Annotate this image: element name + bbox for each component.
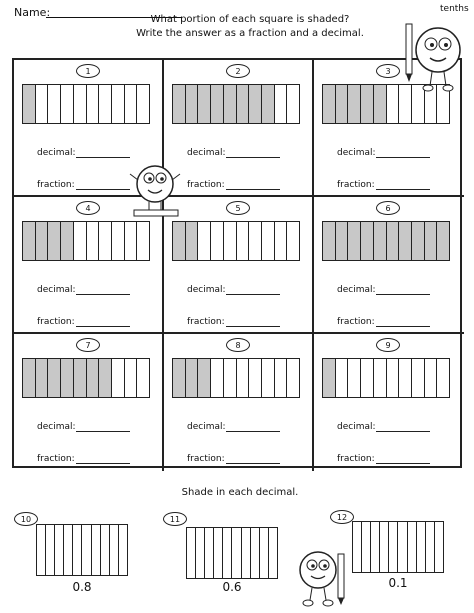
problem-cell bbox=[164, 334, 314, 471]
unshaded-tenth bbox=[437, 359, 449, 397]
shaded-tenth bbox=[361, 222, 374, 260]
fraction-label: fraction: bbox=[37, 180, 75, 190]
unshaded-tenth bbox=[287, 85, 299, 123]
unshaded-tenth bbox=[249, 222, 262, 260]
unshaded-tenth bbox=[425, 359, 438, 397]
tenths-strip bbox=[172, 221, 300, 261]
unshaded-tenth[interactable] bbox=[398, 522, 407, 572]
unshaded-tenth bbox=[412, 359, 425, 397]
unshaded-tenth[interactable] bbox=[408, 522, 417, 572]
shaded-tenth bbox=[23, 85, 36, 123]
unshaded-tenth[interactable] bbox=[110, 525, 119, 575]
fraction-answer-blank[interactable] bbox=[376, 326, 430, 327]
unshaded-tenth bbox=[275, 222, 288, 260]
fraction-answer-blank[interactable] bbox=[226, 463, 280, 464]
unshaded-tenth bbox=[262, 222, 275, 260]
decimal-answer-blank[interactable] bbox=[226, 157, 280, 158]
unshaded-tenth[interactable] bbox=[187, 528, 196, 578]
decimal-answer-blank[interactable] bbox=[76, 157, 130, 158]
unshaded-tenth[interactable] bbox=[92, 525, 101, 575]
unshaded-tenth[interactable] bbox=[417, 522, 426, 572]
tenths-strip bbox=[322, 358, 450, 398]
unshaded-tenth bbox=[112, 222, 125, 260]
decimal-target-value: 0.6 bbox=[222, 580, 242, 594]
unshaded-tenth bbox=[87, 85, 100, 123]
name-label: Name: bbox=[14, 6, 51, 19]
tenths-strip-to-shade[interactable] bbox=[36, 524, 128, 576]
fraction-answer-blank[interactable] bbox=[376, 189, 430, 190]
shaded-tenth bbox=[323, 85, 336, 123]
unshaded-tenth[interactable] bbox=[205, 528, 214, 578]
shaded-tenth bbox=[336, 222, 349, 260]
worksheet-tag: tenths bbox=[440, 4, 469, 14]
unshaded-tenth bbox=[249, 359, 262, 397]
decimal-target-value: 0.1 bbox=[388, 576, 408, 590]
unshaded-tenth bbox=[87, 222, 100, 260]
shaded-tenth bbox=[173, 85, 186, 123]
problem-number: 3 bbox=[376, 64, 400, 78]
tenths-strip bbox=[172, 358, 300, 398]
shaded-tenth bbox=[211, 85, 224, 123]
unshaded-tenth bbox=[137, 85, 149, 123]
instruction-line-1: What portion of each square is shaded? bbox=[150, 14, 350, 25]
unshaded-tenth bbox=[125, 222, 138, 260]
shaded-tenth bbox=[186, 222, 199, 260]
shaded-tenth bbox=[237, 85, 250, 123]
unshaded-tenth[interactable] bbox=[380, 522, 389, 572]
tenths-strip bbox=[172, 84, 300, 124]
shaded-tenth bbox=[412, 222, 425, 260]
shaded-tenth bbox=[348, 222, 361, 260]
fraction-answer-blank[interactable] bbox=[76, 189, 130, 190]
problem-number: 8 bbox=[226, 338, 250, 352]
decimal-answer-blank[interactable] bbox=[376, 157, 430, 158]
tenths-strip-to-shade[interactable] bbox=[352, 521, 444, 573]
fraction-answer-blank[interactable] bbox=[376, 463, 430, 464]
fraction-answer-blank[interactable] bbox=[226, 189, 280, 190]
unshaded-tenth[interactable] bbox=[260, 528, 269, 578]
shaded-tenth bbox=[361, 85, 374, 123]
unshaded-tenth bbox=[374, 359, 387, 397]
decimal-answer-blank[interactable] bbox=[226, 431, 280, 432]
unshaded-tenth bbox=[74, 222, 87, 260]
unshaded-tenth[interactable] bbox=[251, 528, 260, 578]
shaded-tenth bbox=[425, 222, 438, 260]
unshaded-tenth bbox=[112, 85, 125, 123]
fraction-label: fraction: bbox=[37, 454, 75, 464]
fraction-answer-blank[interactable] bbox=[76, 463, 130, 464]
unshaded-tenth bbox=[137, 359, 149, 397]
problem-number: 5 bbox=[226, 201, 250, 215]
fraction-label: fraction: bbox=[187, 317, 225, 327]
shaded-tenth bbox=[61, 222, 74, 260]
fraction-label: fraction: bbox=[37, 317, 75, 327]
unshaded-tenth bbox=[125, 359, 138, 397]
problem-number: 10 bbox=[14, 512, 38, 526]
decimal-answer-blank[interactable] bbox=[76, 294, 130, 295]
fraction-label: fraction: bbox=[187, 180, 225, 190]
shaded-tenth bbox=[61, 359, 74, 397]
unshaded-tenth bbox=[137, 222, 149, 260]
problem-number: 11 bbox=[163, 512, 187, 526]
unshaded-tenth bbox=[399, 359, 412, 397]
shaded-tenth bbox=[173, 222, 186, 260]
shaded-tenth bbox=[74, 359, 87, 397]
problem-cell bbox=[314, 334, 464, 471]
unshaded-tenth[interactable] bbox=[371, 522, 380, 572]
tenths-strip bbox=[22, 84, 150, 124]
tenths-strip bbox=[322, 221, 450, 261]
unshaded-tenth bbox=[112, 359, 125, 397]
shaded-tenth bbox=[323, 222, 336, 260]
problem-number: 1 bbox=[76, 64, 100, 78]
fraction-label: fraction: bbox=[337, 180, 375, 190]
shaded-tenth bbox=[36, 359, 49, 397]
fraction-answer-blank[interactable] bbox=[226, 326, 280, 327]
unshaded-tenth bbox=[387, 85, 400, 123]
shaded-tenth bbox=[249, 85, 262, 123]
fraction-label: fraction: bbox=[337, 454, 375, 464]
decimal-label: decimal: bbox=[37, 285, 76, 295]
shaded-tenth bbox=[48, 359, 61, 397]
unshaded-tenth[interactable] bbox=[46, 525, 55, 575]
problem-number: 4 bbox=[76, 201, 100, 215]
decimal-answer-blank[interactable] bbox=[376, 431, 430, 432]
unshaded-tenth[interactable] bbox=[362, 522, 371, 572]
shaded-tenth bbox=[48, 222, 61, 260]
unshaded-tenth bbox=[336, 359, 349, 397]
problem-number: 9 bbox=[376, 338, 400, 352]
decimal-label: decimal: bbox=[187, 148, 226, 158]
shaded-tenth bbox=[387, 222, 400, 260]
shaded-tenth bbox=[186, 359, 199, 397]
shaded-tenth bbox=[186, 85, 199, 123]
unshaded-tenth bbox=[99, 222, 112, 260]
unshaded-tenth[interactable] bbox=[269, 528, 277, 578]
problem-cell bbox=[164, 60, 314, 197]
fraction-label: fraction: bbox=[187, 454, 225, 464]
decimal-target-value: 0.8 bbox=[72, 580, 92, 594]
shaded-tenth bbox=[336, 85, 349, 123]
shaded-tenth bbox=[23, 222, 36, 260]
unshaded-tenth bbox=[262, 359, 275, 397]
tenths-strip bbox=[22, 358, 150, 398]
instruction-line-2: Write the answer as a fraction and a decimal. bbox=[136, 28, 364, 39]
shaded-tenth bbox=[399, 222, 412, 260]
shaded-tenth bbox=[262, 85, 275, 123]
shaded-tenth bbox=[87, 359, 100, 397]
shaded-tenth bbox=[437, 222, 449, 260]
unshaded-tenth bbox=[198, 222, 211, 260]
shade-section-title: Shade in each decimal. bbox=[181, 487, 299, 498]
decimal-answer-blank[interactable] bbox=[376, 294, 430, 295]
unshaded-tenth bbox=[287, 222, 299, 260]
unshaded-tenth bbox=[387, 359, 400, 397]
unshaded-tenth bbox=[275, 85, 288, 123]
problem-number: 12 bbox=[330, 510, 354, 524]
unshaded-tenth bbox=[99, 85, 112, 123]
problem-number: 2 bbox=[226, 64, 250, 78]
shaded-tenth bbox=[173, 359, 186, 397]
problem-grid bbox=[12, 58, 462, 468]
problem-cell bbox=[314, 197, 464, 334]
shaded-tenth bbox=[323, 359, 336, 397]
unshaded-tenth bbox=[36, 85, 49, 123]
unshaded-tenth[interactable] bbox=[435, 522, 443, 572]
unshaded-tenth bbox=[287, 359, 299, 397]
tenths-strip-to-shade[interactable] bbox=[186, 527, 278, 579]
mascot-illustration bbox=[128, 160, 182, 226]
unshaded-tenth bbox=[48, 85, 61, 123]
shaded-tenth bbox=[374, 85, 387, 123]
unshaded-tenth[interactable] bbox=[389, 522, 398, 572]
tenths-strip bbox=[22, 221, 150, 261]
unshaded-tenth[interactable] bbox=[101, 525, 110, 575]
unshaded-tenth[interactable] bbox=[232, 528, 241, 578]
problem-number: 6 bbox=[376, 201, 400, 215]
shaded-tenth bbox=[198, 85, 211, 123]
shaded-tenth bbox=[348, 85, 361, 123]
fraction-label: fraction: bbox=[337, 317, 375, 327]
unshaded-tenth[interactable] bbox=[353, 522, 362, 572]
decimal-label: decimal: bbox=[37, 422, 76, 432]
unshaded-tenth[interactable] bbox=[55, 525, 64, 575]
unshaded-tenth bbox=[237, 222, 250, 260]
decimal-label: decimal: bbox=[187, 285, 226, 295]
decimal-label: decimal: bbox=[337, 285, 376, 295]
unshaded-tenth bbox=[348, 359, 361, 397]
shaded-tenth bbox=[224, 85, 237, 123]
problem-number: 7 bbox=[76, 338, 100, 352]
unshaded-tenth bbox=[275, 359, 288, 397]
unshaded-tenth bbox=[361, 359, 374, 397]
mascot-illustration bbox=[292, 540, 350, 610]
unshaded-tenth bbox=[237, 359, 250, 397]
unshaded-tenth bbox=[211, 359, 224, 397]
unshaded-tenth[interactable] bbox=[73, 525, 82, 575]
mascot-illustration bbox=[402, 14, 466, 94]
shaded-tenth bbox=[198, 359, 211, 397]
shaded-tenth bbox=[374, 222, 387, 260]
unshaded-tenth[interactable] bbox=[426, 522, 435, 572]
unshaded-tenth[interactable] bbox=[37, 525, 46, 575]
shaded-tenth bbox=[23, 359, 36, 397]
decimal-label: decimal: bbox=[187, 422, 226, 432]
unshaded-tenth bbox=[224, 222, 237, 260]
unshaded-tenth[interactable] bbox=[196, 528, 205, 578]
unshaded-tenth bbox=[211, 222, 224, 260]
shaded-tenth bbox=[99, 359, 112, 397]
unshaded-tenth[interactable] bbox=[119, 525, 127, 575]
unshaded-tenth[interactable] bbox=[223, 528, 232, 578]
fraction-answer-blank[interactable] bbox=[76, 326, 130, 327]
unshaded-tenth[interactable] bbox=[64, 525, 73, 575]
unshaded-tenth bbox=[61, 85, 74, 123]
unshaded-tenth[interactable] bbox=[242, 528, 251, 578]
shaded-tenth bbox=[36, 222, 49, 260]
unshaded-tenth[interactable] bbox=[82, 525, 91, 575]
decimal-label: decimal: bbox=[337, 422, 376, 432]
unshaded-tenth bbox=[224, 359, 237, 397]
unshaded-tenth bbox=[125, 85, 138, 123]
problem-cell bbox=[164, 197, 314, 334]
decimal-label: decimal: bbox=[337, 148, 376, 158]
problem-cell bbox=[14, 334, 164, 471]
decimal-label: decimal: bbox=[37, 148, 76, 158]
decimal-answer-blank[interactable] bbox=[226, 294, 280, 295]
unshaded-tenth[interactable] bbox=[214, 528, 223, 578]
decimal-answer-blank[interactable] bbox=[76, 431, 130, 432]
unshaded-tenth bbox=[74, 85, 87, 123]
